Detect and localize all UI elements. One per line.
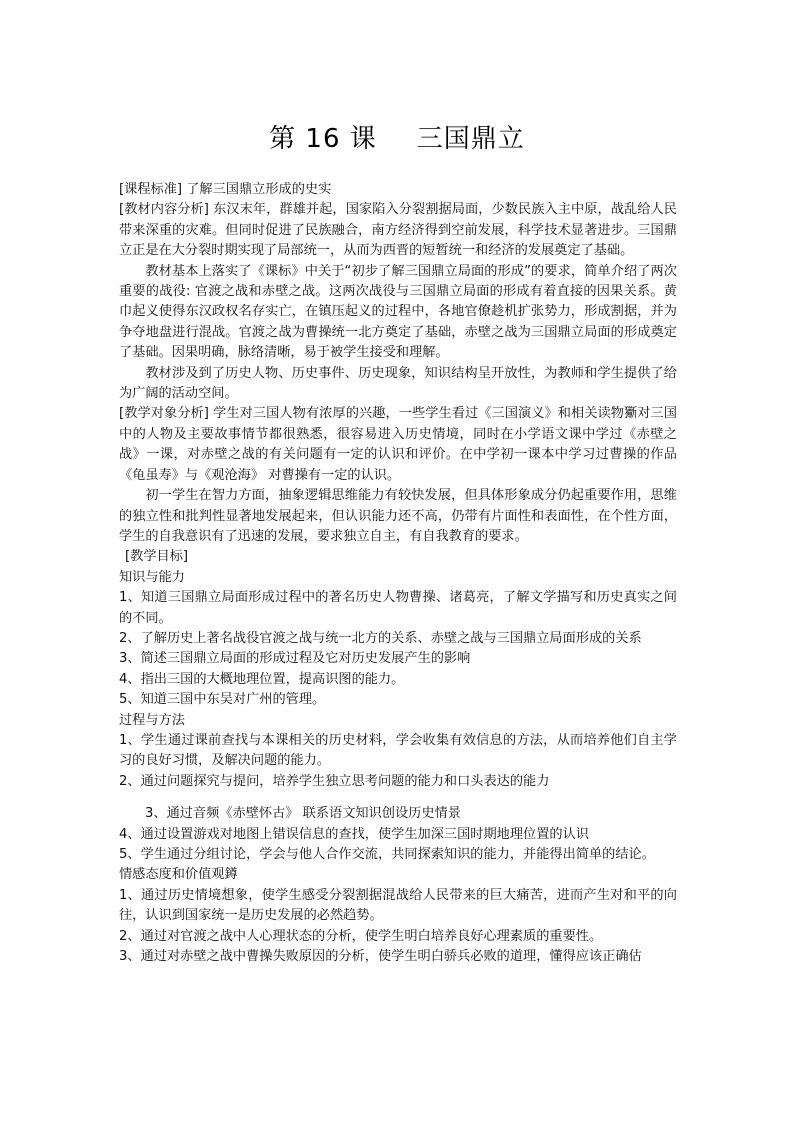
list-item: 5、学生通过分组讨论，学会与他人合作交流，共同探索知识的能力，并能得出简单的结论。 <box>119 847 655 862</box>
content-analysis-paragraph-2: 教材基本上落实了《课标》中关于“初步了解三国鼎立局面的形成”的要求，简单介绍了两次重要的战役: 官渡之战和赤壁之战。这两次战役与三国鼎立局面的形成有着直接的因果关系。黄巾起义使得东汉政权名存实亡，在镇压起义的过程中，各地官僚趁机扩张势力，形成割据，并为争夺地盘进行混战。官渡之战为曹操统一北方奠定了基础，赤壁之战为三国鼎立局面的形成奠定了基础。因果明确，脉络清晰，易于被学生接受和理解。 <box>119 263 677 361</box>
knowledge-ability-heading: 知识与能力 <box>119 569 185 585</box>
teaching-objectives-heading: [教学目标] <box>125 549 189 565</box>
emotion-values-heading: 情感态度和价值观鐏 <box>119 867 238 883</box>
blank-line <box>119 792 677 804</box>
student-analysis-paragraph: [教学对象分析] 学生对三国人物有浓厚的兴趣，一些学生看过《三国演义》和相关读物玂对三国中的人物及主要故事情节都很熟悉，很容易进入历史情境，同时在小学语文课中学过《赤壁之战》一课，对赤壁之战的有关问题有一定的认识和评价。在中学初一课本中学习过曹操的作品《龟虽寿》与《观沧海》 对曹操有一定的认识。 <box>119 406 677 483</box>
list-item: 1、学生通过课前查找与本课相关的历史材料，学会收集有效信息的方法，从而培养他们自主学习的良好习惯，及解决问题的能力。 <box>119 732 677 769</box>
list-item: 2、通过问题探究与提问，培养学生独立思考问题的能力和口头表达的能力 <box>119 773 550 789</box>
lesson-number: 第 16 课 <box>269 124 377 154</box>
list-item: 3、通过音频《赤壁怀古》 联系语文知识创设历史情景 <box>145 806 461 822</box>
list-item: 5、知道三国中东吴对广州的管理。 <box>119 692 326 708</box>
list-item: 4、指出三国的大概地理位置，提高识图的能力。 <box>119 671 405 687</box>
content-analysis-paragraph-3: 教材涉及到了历史人物、历史事件、历史现象，知识结构呈开放性，为教师和学生提供了给为广阔的活动空间。 <box>119 365 677 402</box>
list-item: 1、知道三国鼎立局面形成过程中的著名历史人物曹操、诸葛亮，了解文学描写和历史真实之间的不同。 <box>119 590 677 626</box>
list-item: 2、了解历史上著名战役官渡之战与统一北方的关系、赤壁之战与三国鼎立局面形成的关系 <box>119 630 642 646</box>
page-title <box>0 118 794 155</box>
student-analysis-paragraph-2: 初一学生在智力方面，抽象逻辑思维能力有较快发展，但具体形象成分仍起重要作用，思维的独立性和批判性显著地发展起来，但认识能力还不高，仍带有片面性和表面性，在个性方面，学生的自我意识有了迅速的发展，要求独立自主，有自我教育的要求。 <box>119 488 677 544</box>
process-method-heading: 过程与方法 <box>119 712 185 728</box>
list-item: 2、通过对官渡之战中人心理状态的分析，使学生明白培养良好心理素质的重要性。 <box>119 928 603 944</box>
document-body <box>119 180 677 967</box>
list-item: 4、通过设置游戏对地图上错误信息的查找，使学生加深三国时期地理位置的认识 <box>119 826 589 842</box>
list-item: 3、通过对赤壁之战中曹操失败原因的分析，使学生明白骄兵必败的道理，懂得应该正确估 <box>119 949 642 965</box>
list-item: 3、简述三国鼎立局面的形成过程及它对历史发展产生的影响 <box>119 651 471 667</box>
lesson-name: 三国鼎立 <box>416 124 525 154</box>
list-item: 1、通过历史情境想象，使学生感受分裂割据混战给人民带来的巨大痛苦，进而产生对和平的向往，认识到国家统一是历史发展的必然趋势。 <box>119 887 677 924</box>
curriculum-standard: [课程标准] 了解三国鼎立形成的史实 <box>119 182 332 197</box>
content-analysis-paragraph: [教材内容分析] 东汉末年，群雄并起，国家陷入分裂割据局面，少数民族入主中原，战乱给人民带来深重的灾难。但同时促进了民族融合，南方经济得到空前发展，科学技术显著进步。三国鼎立正是在大分裂时期实现了局部统一，从而为西晋的短暂统一和经济的发展奠定了基础。 <box>119 202 677 259</box>
